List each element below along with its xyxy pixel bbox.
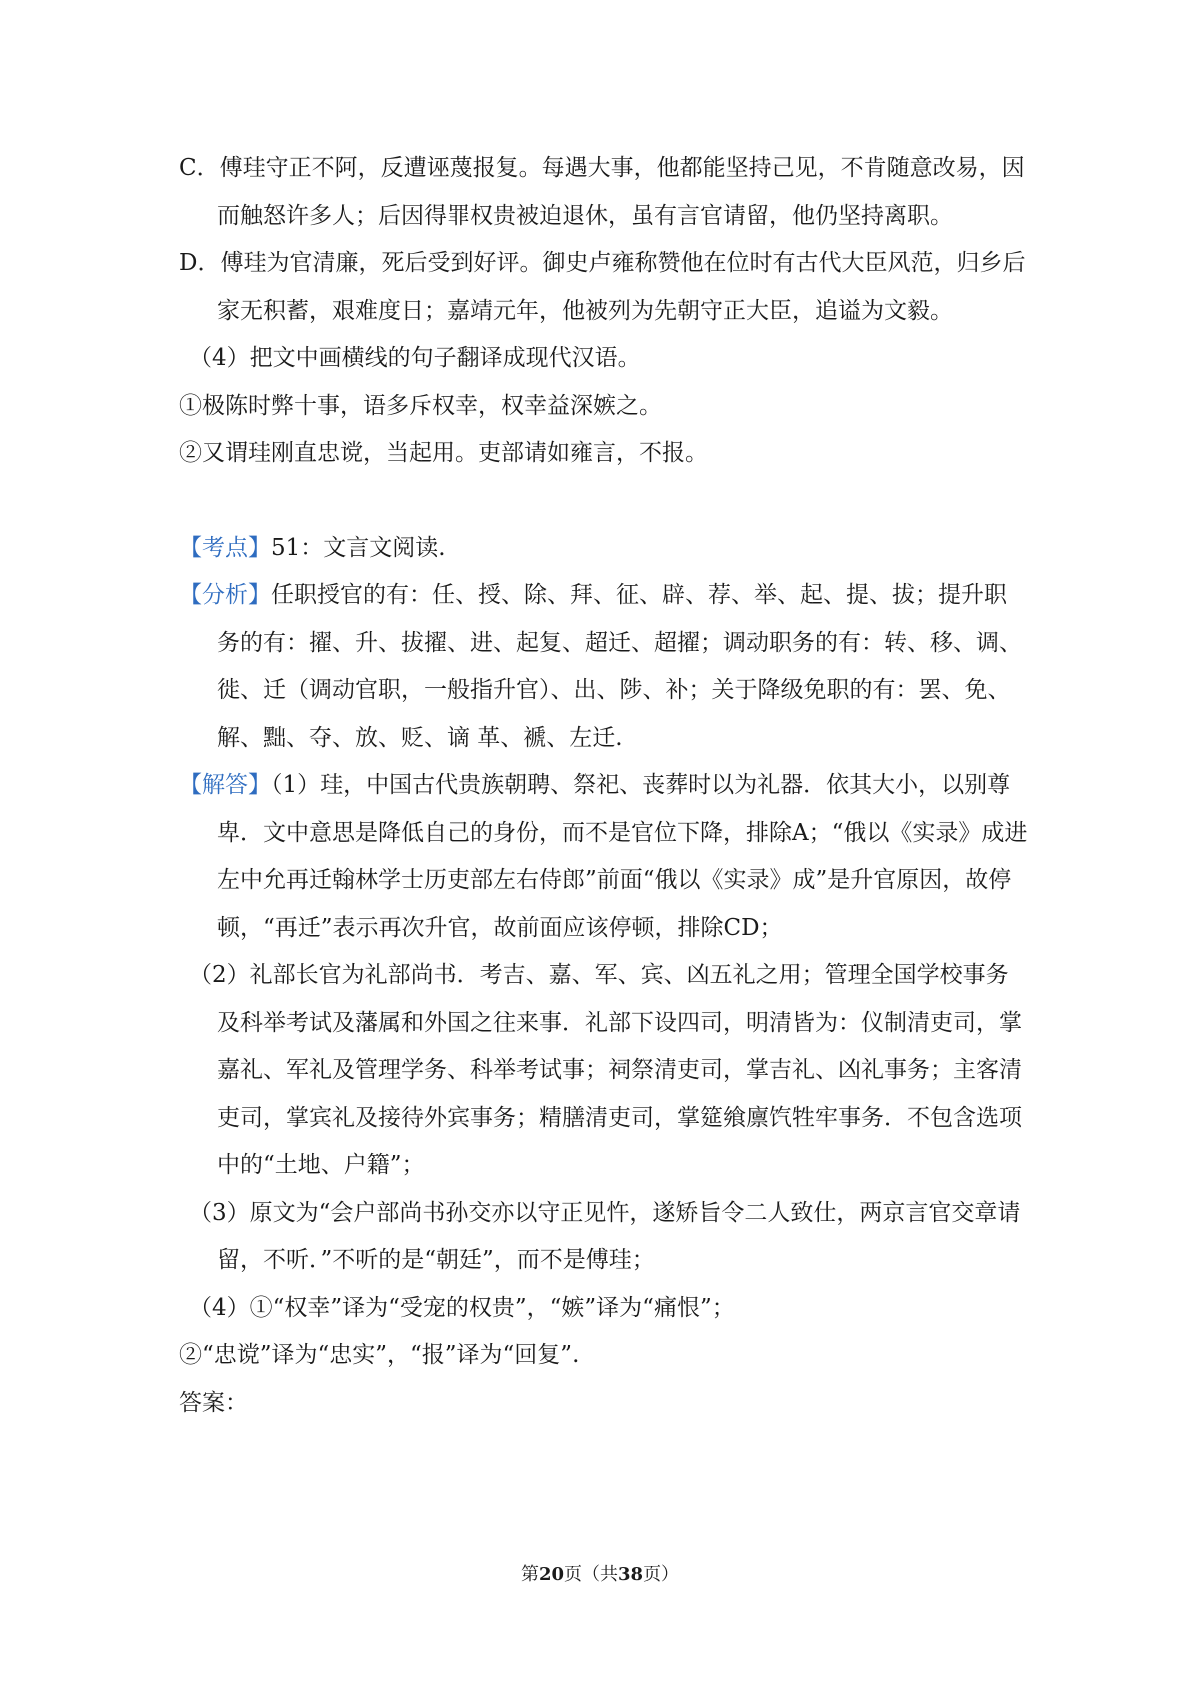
footer-middle: 页（共 — [564, 1564, 618, 1585]
kaodian-text: 51：文言文阅读. — [271, 534, 446, 561]
fenxi-tag: 【分析】 — [179, 582, 271, 608]
question-4-prompt: （4）把文中画横线的句子翻译成现代汉语。 — [189, 345, 641, 371]
section-spacer — [179, 478, 1029, 525]
question-4-sentence-2: ②又谓珪刚直忠谠，当起用。吏部请如雍言，不报。 — [179, 440, 708, 466]
jieda-tag: 【解答】 — [179, 772, 271, 798]
footer-prefix: 第 — [520, 1564, 539, 1585]
question-4-sentence-1: ①极陈时弊十事，语多斥权幸，权幸益深嫉之。 — [179, 392, 662, 419]
footer-page-number: 20 — [538, 1564, 564, 1585]
kaodian-tag: 【考点】 — [179, 534, 271, 561]
option-c: C．傅珪守正不阿，反遭诬蔑报复。每遇大事，他都能坚持己见，不肯随意改易，因而触怒许多人；后因得罪权贵被迫退休，虽有言官请留，他仍坚持离职。 — [179, 155, 1025, 229]
jieda-section — [179, 762, 1029, 952]
fenxi-text: 任职授官的有：任、授、除、拜、征、辟、荐、举、起、提、拔；提升职务的有：擢、升、拔擢、进、起复、超迁、超擢；调动职务的有：转、移、调、徙、迁（调动官职，一般指升官）、出、陟、补；关于降级免职的有：罢、免、解、黜、夺、放、贬、谪 革、褫、左迁. — [217, 582, 1022, 751]
footer-total-pages: 38 — [618, 1564, 644, 1585]
jieda-part-5: ②“忠谠”译为“忠实”，“报”译为“回复”. — [179, 1342, 580, 1368]
answer-label: 答案： — [179, 1389, 248, 1416]
footer-suffix: 页） — [643, 1564, 680, 1585]
page-content — [179, 145, 1029, 1427]
jieda-part-1: （1）珪，中国古代贵族朝聘、祭祀、丧葬时以为礼器．依其大小，以别尊卑．文中意思是降低自己的身份，而不是官位下降，排除A；“俄以《实录》成进左中允再迁翰林学士历吏部左右侍郎”前面“俄以《实录》成”是升官原因，故停顿，“再迁”表示再次升官，故前面应该停顿，排除CD； — [217, 772, 1028, 941]
page-footer — [0, 1560, 1200, 1586]
fenxi-section — [179, 572, 1029, 762]
option-d: D．傅珪为官清廉，死后受到好评。御史卢雍称赞他在位时有古代大臣风范，归乡后家无积蓄，艰难度日；嘉靖元年，他被列为先朝守正大臣，追谥为文毅。 — [179, 250, 1026, 324]
jieda-part-4: （4）①“权幸”译为“受宠的权贵”，“嫉”译为“痛恨”； — [189, 1294, 735, 1321]
jieda-part-2: （2）礼部长官为礼部尚书．考吉、嘉、军、宾、凶五礼之用；管理全国学校事务及科举考试及藩属和外国之往来事．礼部下设四司，明清皆为：仪制清吏司，掌嘉礼、军礼及管理学务、科举考试事；祠祭清吏司，掌吉礼、凶礼事务；主客清吏司，掌宾礼及接待外宾事务；精膳清吏司，掌筵飨廪饩牲牢事务．不包含选项中的“土地、户籍”； — [189, 962, 1022, 1178]
jieda-part-3: （3）原文为“会户部尚书孙交亦以守正见忤，遂矫旨令二人致仕，两京言官交章请留，不听．”不听的是“朝廷”，而不是傅珪； — [189, 1199, 1021, 1273]
kaodian-section — [179, 525, 1029, 573]
